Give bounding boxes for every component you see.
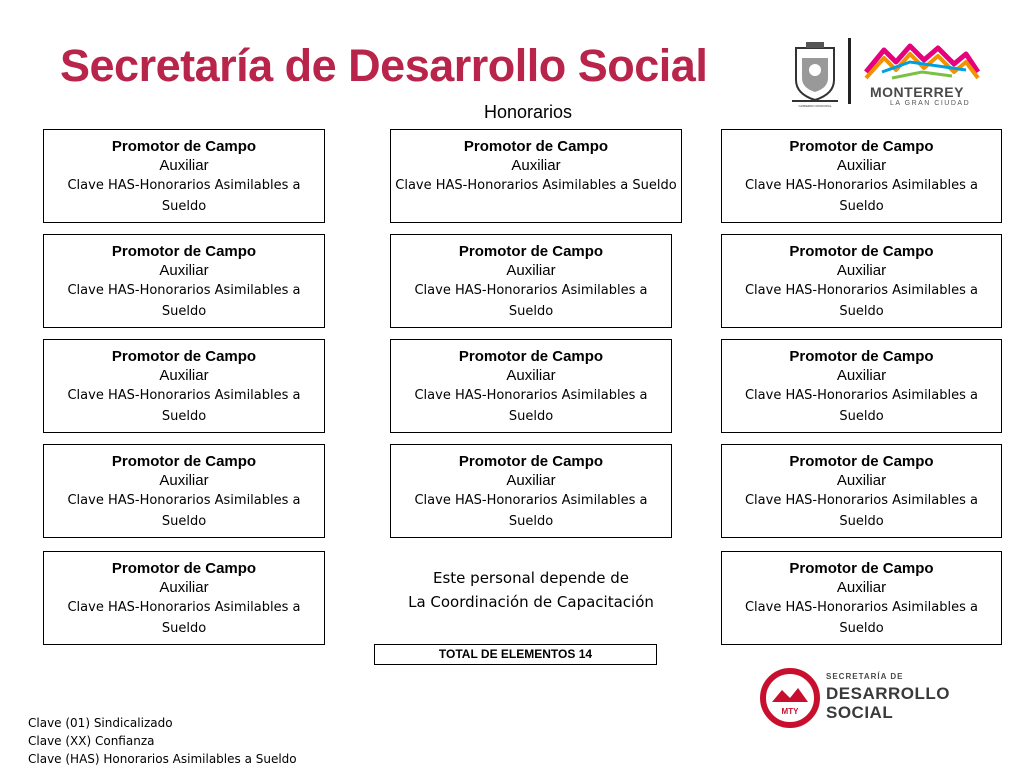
position-clave: Clave HAS-Honorarios Asimilables a Sueldo <box>67 493 301 529</box>
total-elements: TOTAL DE ELEMENTOS 14 <box>374 644 657 665</box>
position-level: Auxiliar <box>836 367 887 384</box>
position-title: Promotor de Campo <box>458 348 604 365</box>
monterrey-mountain-icon <box>862 42 982 82</box>
position-title: Promotor de Campo <box>458 453 604 470</box>
position-box <box>721 444 1002 538</box>
position-box <box>390 444 672 538</box>
position-title: Promotor de Campo <box>111 348 257 365</box>
position-title: Promotor de Campo <box>789 560 934 577</box>
page-title: Secretaría de Desarrollo Social <box>60 40 708 91</box>
position-box <box>721 551 1002 645</box>
position-clave: Clave HAS-Honorarios Asimilables a Sueldo <box>744 178 978 214</box>
sds-line2: SOCIAL <box>826 703 894 722</box>
city-seal-icon <box>788 38 842 108</box>
position-title: Promotor de Campo <box>111 453 257 470</box>
seal-caption: GOBIERNO MUNICIPAL <box>798 104 832 108</box>
position-level: Auxiliar <box>159 262 209 279</box>
position-level: Auxiliar <box>511 157 561 174</box>
position-clave: Clave HAS-Honorarios Asimilables a Sueldo <box>744 600 978 636</box>
dependency-note <box>390 566 672 614</box>
position-level: Auxiliar <box>159 367 209 384</box>
monterrey-tagline: LA GRAN CIUDAD <box>890 100 971 107</box>
position-clave: Clave HAS-Honorarios Asimilables a Sueldo <box>744 283 978 319</box>
position-title: Promotor de Campo <box>789 243 934 260</box>
position-title: Promotor de Campo <box>111 243 257 260</box>
position-clave: Clave HAS-Honorarios Asimilables a Sueldo <box>414 493 648 529</box>
position-clave: Clave HAS-Honorarios Asimilables a Sueldo <box>67 600 301 636</box>
legend-item: Clave (01) Sindicalizado <box>28 716 173 730</box>
mty-circle-icon <box>760 668 820 728</box>
position-title: Promotor de Campo <box>458 243 604 260</box>
position-level: Auxiliar <box>159 579 209 596</box>
position-box <box>43 234 325 328</box>
note-line-2: La Coordinación de Capacitación <box>408 593 654 611</box>
position-box <box>43 551 325 645</box>
legend-item: Clave (XX) Confianza <box>28 734 155 748</box>
position-level: Auxiliar <box>836 262 887 279</box>
position-level: Auxiliar <box>836 579 887 596</box>
position-level: Auxiliar <box>506 367 556 384</box>
position-title: Promotor de Campo <box>463 138 609 155</box>
position-box <box>390 129 682 223</box>
position-clave: Clave HAS-Honorarios Asimilables a Sueldo <box>67 178 301 214</box>
position-level: Auxiliar <box>836 472 887 489</box>
desarrollo-social-logo <box>760 668 960 730</box>
monterrey-wordmark: MONTERREY <box>870 84 964 100</box>
position-title: Promotor de Campo <box>789 138 934 155</box>
mty-badge-text: MTY <box>781 707 799 716</box>
position-box <box>43 444 325 538</box>
legend-item: Clave (HAS) Honorarios Asimilables a Sueldo <box>28 752 297 766</box>
note-line-1: Este personal depende de <box>433 569 629 587</box>
position-level: Auxiliar <box>506 262 556 279</box>
position-box <box>721 234 1002 328</box>
sds-small-text: SECRETARÍA DE <box>826 672 904 681</box>
position-box <box>43 129 325 223</box>
position-box <box>721 339 1002 433</box>
position-clave: Clave HAS-Honorarios Asimilables a Sueldo <box>67 388 301 424</box>
position-box <box>390 234 672 328</box>
monterrey-logo <box>784 36 984 110</box>
position-level: Auxiliar <box>159 472 209 489</box>
page-subtitle: Honorarios <box>484 102 573 122</box>
position-clave: Clave HAS-Honorarios Asimilables a Sueldo <box>414 388 648 424</box>
position-clave: Clave HAS-Honorarios Asimilables a Sueldo <box>414 283 648 319</box>
position-title: Promotor de Campo <box>111 138 257 155</box>
position-clave: Clave HAS-Honorarios Asimilables a Sueldo <box>395 178 677 193</box>
position-title: Promotor de Campo <box>789 348 934 365</box>
position-title: Promotor de Campo <box>789 453 934 470</box>
sds-line1: DESARROLLO <box>826 684 950 703</box>
position-level: Auxiliar <box>159 157 209 174</box>
position-title: Promotor de Campo <box>111 560 257 577</box>
position-box <box>43 339 325 433</box>
position-level: Auxiliar <box>506 472 556 489</box>
legend <box>28 714 297 768</box>
position-level: Auxiliar <box>836 157 887 174</box>
position-clave: Clave HAS-Honorarios Asimilables a Sueldo <box>67 283 301 319</box>
logo-divider <box>848 38 851 104</box>
position-box <box>721 129 1002 223</box>
position-box <box>390 339 672 433</box>
position-clave: Clave HAS-Honorarios Asimilables a Sueldo <box>744 493 978 529</box>
position-clave: Clave HAS-Honorarios Asimilables a Sueldo <box>744 388 978 424</box>
